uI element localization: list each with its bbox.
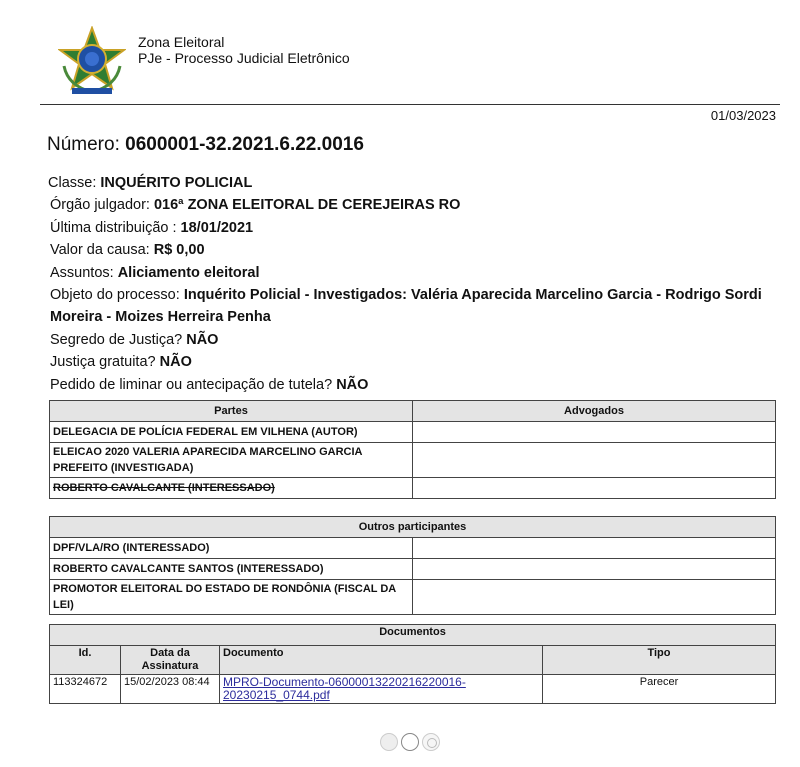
- table-row: [50, 559, 776, 580]
- table-row: [50, 538, 776, 559]
- advogados-header: Advogados: [413, 401, 776, 422]
- parte-cell: ROBERTO CAVALCANTE (INTERESSADO): [50, 478, 413, 499]
- doc-data: 15/02/2023 08:44: [121, 675, 220, 704]
- doc-id: 113324672: [50, 675, 121, 704]
- outros-table: [49, 516, 776, 615]
- field-classe: Classe: INQUÉRITO POLICIAL: [48, 175, 253, 191]
- process-number-label: Número:: [47, 134, 120, 155]
- col-documento: Documento: [220, 646, 543, 675]
- coat-of-arms-icon: [58, 26, 126, 98]
- document-date: 01/03/2023: [710, 108, 776, 123]
- process-number-value: 0600001-32.2021.6.22.0016: [125, 134, 364, 155]
- table-row: [50, 422, 776, 443]
- header-line-1: Zona Eleitoral: [138, 34, 225, 50]
- table-row: [50, 478, 776, 499]
- field-liminar: Pedido de liminar ou antecipação de tutela? NÃO: [50, 376, 369, 393]
- documentos-header: Documentos: [50, 625, 776, 646]
- advogado-cell: [413, 478, 776, 499]
- partes-table: [49, 400, 776, 499]
- partes-header: Partes: [50, 401, 413, 422]
- parte-cell: DELEGACIA DE POLÍCIA FEDERAL EM VILHENA (AUTOR): [50, 422, 413, 443]
- table-row: [50, 443, 776, 478]
- col-tipo: Tipo: [543, 646, 776, 675]
- field-segredo: Segredo de Justiça? NÃO: [50, 331, 219, 348]
- field-gratuita: Justiça gratuita? NÃO: [50, 354, 192, 371]
- table-row: [50, 580, 776, 615]
- parte-cell: ELEICAO 2020 VALERIA APARECIDA MARCELINO GARCIA PREFEITO (INVESTIGADA): [50, 443, 413, 478]
- documentos-table: [49, 624, 776, 704]
- outro-cell: DPF/VLA/RO (INTERESSADO): [50, 538, 413, 559]
- header-title: [138, 34, 350, 66]
- field-assuntos: Assuntos: Aliciamento eleitoral: [50, 264, 260, 281]
- outros-header: Outros participantes: [50, 517, 776, 538]
- field-objeto: Objeto do processo: Inquérito Policial - Investigados: Valéria Aparecida Marcelino Garcia - Rodrigo Sordi Moreira - Moizes Herreira Penha: [50, 287, 762, 326]
- process-fields: [50, 172, 780, 396]
- outro-cell: PROMOTOR ELEITORAL DO ESTADO DE RONDÔNIA (FISCAL DA LEI): [50, 580, 413, 615]
- col-data: Data da Assinatura: [121, 646, 220, 675]
- page-dot[interactable]: [380, 733, 398, 751]
- page-dot[interactable]: [422, 733, 440, 751]
- process-number: [47, 134, 364, 156]
- page-indicator: [380, 733, 443, 751]
- header-line-2: PJe - Processo Judicial Eletrônico: [138, 50, 350, 66]
- doc-tipo: Parecer: [543, 675, 776, 704]
- table-row: [50, 675, 776, 704]
- field-orgao: Órgão julgador: 016ª ZONA ELEITORAL DE CEREJEIRAS RO: [50, 197, 461, 214]
- document-header: [40, 20, 780, 105]
- advogado-cell: [413, 422, 776, 443]
- advogado-cell: [413, 443, 776, 478]
- page-dot[interactable]: [401, 733, 419, 751]
- field-valor: Valor da causa: R$ 0,00: [50, 242, 205, 259]
- field-distribuicao: Última distribuição : 18/01/2021: [50, 219, 254, 236]
- col-id: Id.: [50, 646, 121, 675]
- document-link[interactable]: MPRO-Documento-06000013220216220016-20230215_0744.pdf: [223, 675, 466, 702]
- outro-cell: ROBERTO CAVALCANTE SANTOS (INTERESSADO): [50, 559, 413, 580]
